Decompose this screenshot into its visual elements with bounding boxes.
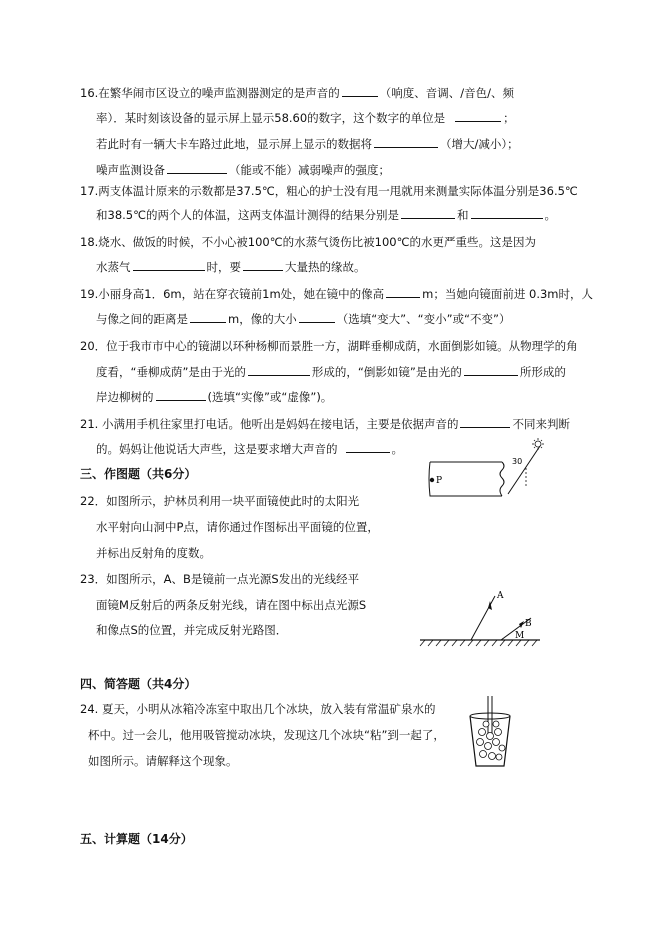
q23-line-1: 23．如图所示，A、B是镜前一点光源S发出的光线经平	[80, 572, 360, 586]
q17-line-1: 17.两支体温计原来的示数都是37.5℃，粗心的护士没有甩一甩就用来测量实际体温分别是36.5℃	[80, 184, 578, 198]
answer-blank[interactable]	[346, 441, 390, 453]
q18-line-1: 18.烧水、做饭的时候，不小心被100℃的水蒸气烫伤比被100℃的水更严重些。这是因为	[80, 235, 537, 249]
answer-blank[interactable]	[455, 110, 501, 122]
section-3-heading: 三、作图题（共6分）	[80, 467, 197, 481]
q16-line-3: 若此时有一辆大卡车路过此地，显示屏上显示的数据将 （增大/减小）；	[96, 137, 519, 151]
q16-line-2: 率）．某时刻该设备的显示屏上显示58.60的数字，这个数字的单位是 ；	[96, 111, 515, 125]
angle-label: 30	[512, 457, 523, 466]
answer-blank[interactable]	[167, 162, 227, 174]
q22-line-3: 并标出反射角的度数。	[96, 546, 211, 560]
answer-blank[interactable]	[401, 207, 455, 219]
answer-blank[interactable]	[471, 207, 543, 219]
answer-blank[interactable]	[386, 286, 420, 298]
q17-line-2: 和38.5℃的两个人的体温，这两支体温计测得的结果分别是 和 。	[96, 208, 557, 222]
q22-line-2: 水平射向山洞中P点，请你通过作图标出平面镜的位置，	[96, 520, 379, 534]
answer-blank[interactable]	[299, 311, 335, 323]
section-5-heading: 五、计算题（14分）	[80, 832, 193, 846]
q21-line-1: 21. 小满用手机往家里打电话。他听出是妈妈在接电话，主要是依据声音的 不同来判断	[80, 417, 570, 431]
q23-mirror-figure	[415, 580, 545, 650]
q22-cave-figure	[420, 438, 550, 508]
mirror-m-label: M	[515, 631, 525, 641]
section-4-heading: 四、简答题（共4分）	[80, 677, 197, 691]
q18-line-2: 水蒸气 时，要 大量热的缘故。	[96, 260, 366, 274]
answer-blank[interactable]	[190, 311, 226, 323]
q20-line-3: 岸边柳树的 (选填“实像”或“虚像”)。	[96, 390, 333, 404]
q16-line-1: 16.在繁华闹市区设立的噪声监测器测定的是声音的 （响度、音调、/音色/、频	[80, 86, 515, 100]
q19-line-2: 与像之间的距离是 m，像的大小 （选填“变大”、“变小”或“不变”）	[96, 312, 511, 326]
answer-blank[interactable]	[133, 259, 205, 271]
ice-cubes-icon	[477, 721, 506, 760]
ray-a-label: A	[497, 591, 504, 601]
answer-blank[interactable]	[460, 416, 510, 428]
answer-blank[interactable]	[243, 259, 283, 271]
ray-b-label: B	[525, 619, 532, 629]
answer-blank[interactable]	[464, 364, 518, 376]
answer-blank[interactable]	[374, 136, 438, 148]
q23-line-3: 和像点S的位置，并完成反射光路图．	[96, 623, 288, 637]
q22-line-1: 22．如图所示，护林员利用一块平面镜使此时的太阳光	[80, 494, 360, 508]
q19-line-1: 19.小丽身高1．6m，站在穿衣镜前1m处，她在镜中的像高 m；当她向镜面前进 0.3m时，人	[80, 287, 594, 301]
q24-line-1: 24. 夏天，小明从冰箱冷冻室中取出几个冰块，放入装有常温矿泉水的	[80, 702, 436, 716]
answer-blank[interactable]	[156, 389, 206, 401]
q23-line-2: 面镜M反射后的两条反射光线，请在图中标出点光源S	[96, 598, 367, 612]
sun-icon	[532, 438, 544, 450]
q16-line-4: 噪声监测设备 （能或不能）减弱噪声的强度；	[96, 163, 390, 177]
q24-cup-figure	[466, 694, 514, 770]
answer-blank[interactable]	[248, 364, 310, 376]
q20-line-2: 度看，“垂柳成荫”是由于光的 形成的，“倒影如镜”是由光的 所形成的	[96, 365, 566, 379]
q21-line-2: 的。妈妈让他说话大声些，这是要求增大声音的 。	[96, 442, 403, 456]
q24-line-2: 杯中。过一会儿，他用吸管搅动冰块，发现这几个冰块“粘”到一起了，	[88, 728, 445, 742]
point-p-dot	[430, 478, 434, 482]
point-p-label: P	[436, 476, 443, 486]
answer-blank[interactable]	[342, 85, 378, 97]
q20-line-1: 20．位于我市市中心的镜湖以环种杨柳而景胜一方，湖畔垂柳成荫，水面倒影如镜。从物理学的角	[80, 339, 578, 353]
q24-line-3: 如图所示。请解释这个现象。	[88, 754, 238, 768]
